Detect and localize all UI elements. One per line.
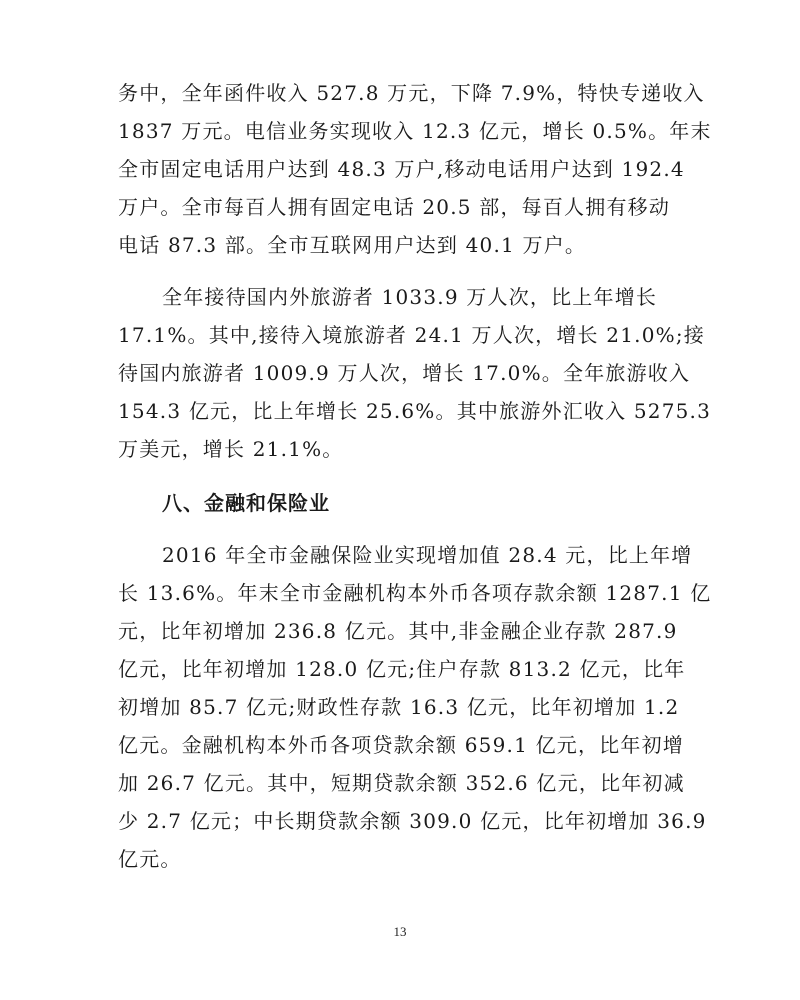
text-line: 亿元。金融机构本外币各项贷款余额 659.1 亿元，比年初增 xyxy=(118,733,684,757)
page-number: 13 xyxy=(393,924,407,939)
text-line: 少 2.7 亿元；中长期贷款余额 309.0 亿元，比年初增加 36.9 xyxy=(118,809,707,833)
text-line: 待国内旅游者 1009.9 万人次，增长 17.0%。全年旅游收入 xyxy=(118,361,691,385)
page-content xyxy=(118,74,712,878)
text-line: 154.3 亿元，比上年增长 25.6%。其中旅游外汇收入 5275.3 xyxy=(118,399,712,423)
text-line: 1837 万元。电信业务实现收入 12.3 亿元，增长 0.5%。年末 xyxy=(118,119,712,143)
text-line: 全年接待国内外旅游者 1033.9 万人次，比上年增长 xyxy=(162,285,658,309)
text-line: 亿元，比年初增加 128.0 亿元;住户存款 813.2 亿元，比年 xyxy=(118,657,686,681)
paragraph-postal-telecom xyxy=(118,74,712,264)
text-line: 电话 87.3 部。全市互联网用户达到 40.1 万户。 xyxy=(118,233,587,257)
text-line: 全市固定电话用户达到 48.3 万户,移动电话用户达到 192.4 xyxy=(118,157,685,181)
section-heading: 八、金融和保险业 xyxy=(162,491,330,515)
text-line: 17.1%。其中,接待入境旅游者 24.1 万人次，增长 21.0%;接 xyxy=(118,323,705,347)
text-line: 长 13.6%。年末全市金融机构本外币各项存款余额 1287.1 亿 xyxy=(118,581,712,605)
text-line: 加 26.7 亿元。其中，短期贷款余额 352.6 亿元，比年初减 xyxy=(118,771,685,795)
paragraph-finance xyxy=(118,536,712,878)
text-line: 万美元，增长 21.1%。 xyxy=(118,437,344,461)
text-line: 亿元。 xyxy=(118,847,182,871)
text-line: 元，比年初增加 236.8 亿元。其中,非金融企业存款 287.9 xyxy=(118,619,678,643)
paragraph-tourism xyxy=(118,278,712,468)
text-line: 初增加 85.7 亿元;财政性存款 16.3 亿元，比年初增加 1.2 xyxy=(118,695,680,719)
text-line: 务中，全年函件收入 527.8 万元，下降 7.9%，特快专递收入 xyxy=(118,81,705,105)
text-line: 万户。全市每百人拥有固定电话 20.5 部，每百人拥有移动 xyxy=(118,195,671,219)
text-line: 2016 年全市金融保险业实现增加值 28.4 元，比上年增 xyxy=(162,543,693,567)
